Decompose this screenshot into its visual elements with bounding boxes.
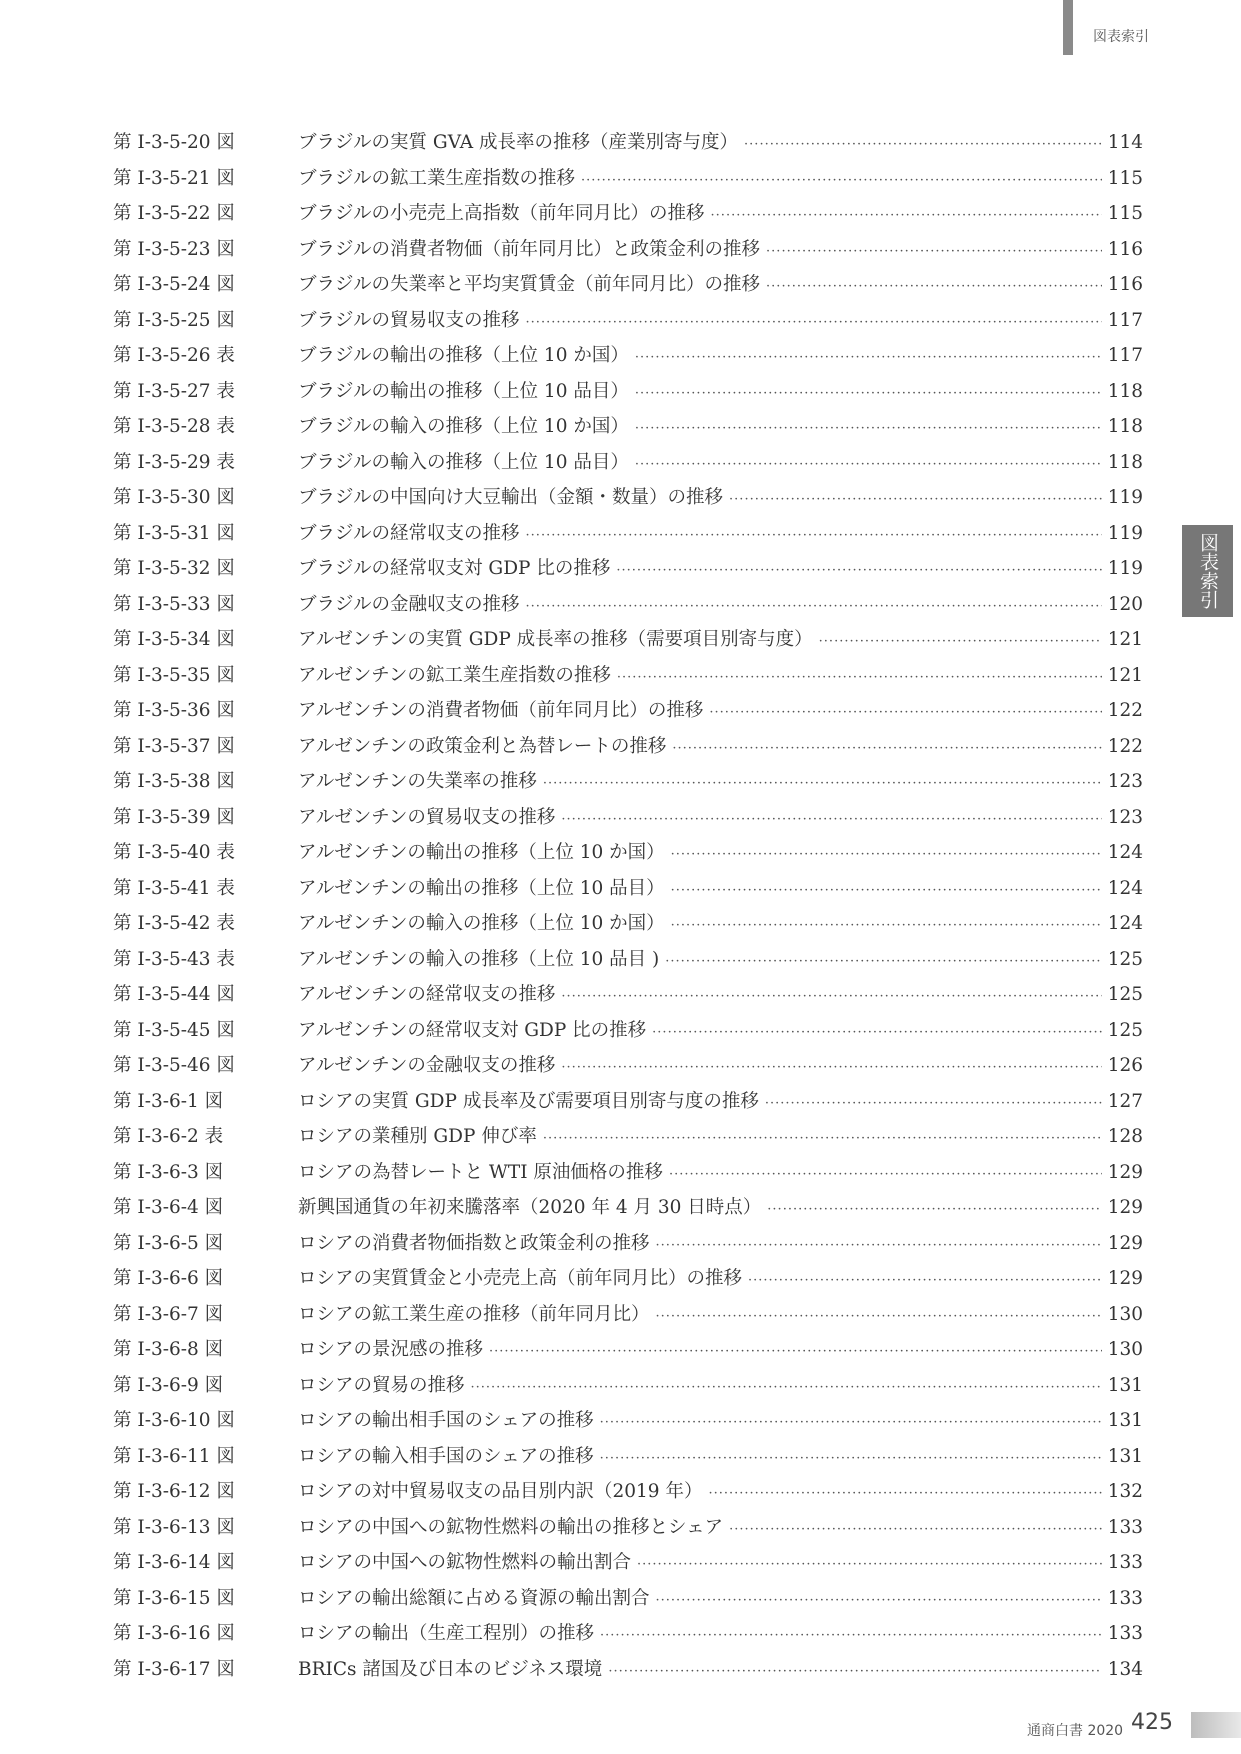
index-entry-page: 132: [1107, 1481, 1143, 1502]
index-entry-title: ブラジルの経常収支の推移: [298, 522, 520, 544]
index-entry-page: 124: [1107, 842, 1143, 863]
index-entry-page: 122: [1107, 735, 1143, 757]
index-entry-title: ロシアの景況感の推移: [298, 1339, 484, 1360]
index-entry-page: 133: [1107, 1587, 1143, 1609]
index-entry-leader-dots: [471, 1380, 1102, 1395]
index-entry-code: 第 I-3-6-11 図: [113, 1445, 235, 1467]
index-entry-leader-dots: [526, 599, 1102, 614]
index-entry-title: ブラジルの輸入の推移（上位 10 か国）: [298, 416, 629, 437]
index-entry-leader-dots: [561, 989, 1101, 1004]
index-entry-title: ブラジルの貿易収支の推移: [298, 309, 520, 331]
index-entry-leader-dots: [608, 1664, 1101, 1679]
index-entry: [113, 1158, 1143, 1194]
index-entry-title: ロシアの業種別 GDP 伸び率: [298, 1126, 537, 1147]
index-entry-title: ロシアの輸出相手国のシェアの推移: [298, 1410, 594, 1431]
index-entry: [113, 874, 1143, 910]
index-entry: [113, 341, 1143, 377]
index-entry-page: 129: [1107, 1232, 1143, 1254]
index-entry-page: 131: [1107, 1374, 1143, 1396]
index-entry-page: 117: [1107, 309, 1143, 331]
index-entry-page: 119: [1107, 487, 1143, 508]
index-entry-code: 第 I-3-6-13 図: [113, 1516, 235, 1538]
index-entry-page: 123: [1107, 771, 1143, 792]
index-entry-leader-dots: [543, 776, 1102, 791]
index-entry-leader-dots: [635, 421, 1102, 436]
index-entry-code: 第 I-3-5-22 図: [113, 203, 235, 224]
index-entry-page: 131: [1107, 1410, 1143, 1431]
index-entry-title: ブラジルの実質 GVA 成長率の推移（産業別寄与度）: [298, 132, 739, 153]
index-entry-code: 第 I-3-6-15 図: [113, 1587, 235, 1609]
index-entry: [113, 767, 1143, 803]
side-index-tab: [1182, 525, 1233, 617]
index-entry-leader-dots: [561, 812, 1101, 827]
footer-publication: 通商白書 2020: [1027, 1723, 1124, 1739]
index-entry: [113, 625, 1143, 661]
index-entry: [113, 838, 1143, 874]
index-entry: [113, 1193, 1143, 1229]
index-entry-code: 第 I-3-5-39 図: [113, 806, 235, 828]
index-entry-leader-dots: [635, 350, 1102, 365]
index-entry-title: ロシアの中国への鉱物性燃料の輸出の推移とシェア: [298, 1516, 724, 1538]
header-marker-bar: [1063, 0, 1073, 55]
index-entry-code: 第 I-3-5-21 図: [113, 167, 235, 189]
index-entry-code: 第 I-3-6-3 図: [113, 1161, 224, 1183]
footer-page-number: 425: [1131, 1710, 1173, 1735]
index-entry-code: 第 I-3-6-9 図: [113, 1374, 224, 1396]
index-entry: [113, 1584, 1143, 1620]
index-entry-code: 第 I-3-5-40 表: [113, 842, 235, 863]
index-entry: [113, 1016, 1143, 1052]
index-entry-title: ロシアの対中貿易収支の品目別内訳（2019 年）: [298, 1481, 703, 1502]
index-entry: [113, 1335, 1143, 1371]
index-entry-code: 第 I-3-6-8 図: [113, 1339, 224, 1360]
index-entry-page: 125: [1107, 948, 1143, 970]
index-entry: [113, 1548, 1143, 1584]
index-entry-code: 第 I-3-5-31 図: [113, 522, 235, 544]
index-entry-page: 119: [1107, 558, 1143, 579]
index-entry-leader-dots: [652, 1025, 1102, 1040]
index-entry-title: アルゼンチンの輸入の推移（上位 10 品目 ): [298, 948, 660, 970]
index-entry-page: 118: [1107, 416, 1143, 437]
index-entry-code: 第 I-3-6-1 図: [113, 1090, 224, 1112]
index-entry-leader-dots: [489, 1344, 1102, 1359]
index-entry-page: 131: [1107, 1445, 1143, 1467]
index-entry-code: 第 I-3-5-26 表: [113, 345, 235, 366]
index-entry-code: 第 I-3-5-20 図: [113, 132, 235, 153]
index-entry-title: アルゼンチンの経常収支対 GDP 比の推移: [298, 1019, 647, 1041]
index-entry: [113, 696, 1143, 732]
index-entry-code: 第 I-3-5-34 図: [113, 629, 235, 650]
index-entry: [113, 199, 1143, 235]
index-entry-page: 126: [1107, 1055, 1143, 1076]
index-entry-title: ブラジルの消費者物価（前年同月比）と政策金利の推移: [298, 238, 761, 260]
index-entry: [113, 448, 1143, 484]
index-entry-leader-dots: [711, 208, 1102, 223]
index-entry-page: 129: [1107, 1161, 1143, 1183]
index-entry-page: 115: [1107, 203, 1143, 224]
index-entry-leader-dots: [671, 883, 1102, 898]
index-entry-code: 第 I-3-5-35 図: [113, 664, 235, 686]
index-entry-code: 第 I-3-5-41 表: [113, 877, 235, 899]
index-entry-title: ブラジルの鉱工業生産指数の推移: [298, 167, 576, 189]
index-entry-leader-dots: [581, 173, 1102, 188]
index-entry-page: 123: [1107, 806, 1143, 828]
index-entry-page: 117: [1107, 345, 1143, 366]
index-entry-code: 第 I-3-6-6 図: [113, 1268, 224, 1289]
index-entry-page: 115: [1107, 167, 1143, 189]
index-entry-title: BRICs 諸国及び日本のビジネス環境: [298, 1658, 603, 1680]
index-entry: [113, 164, 1143, 200]
index-entry-title: アルゼンチンの貿易収支の推移: [298, 806, 556, 828]
index-entry-title: ブラジルの中国向け大豆輸出（金額・数量）の推移: [298, 487, 724, 508]
index-entry-page: 129: [1107, 1268, 1143, 1289]
index-entry-code: 第 I-3-5-23 図: [113, 238, 235, 260]
index-entry: [113, 1442, 1143, 1478]
index-entry: [113, 1051, 1143, 1087]
index-entry-page: 133: [1107, 1623, 1143, 1644]
index-entry: [113, 1619, 1143, 1655]
index-entry-page: 133: [1107, 1516, 1143, 1538]
index-entry-code: 第 I-3-6-12 図: [113, 1481, 235, 1502]
index-entry-title: ブラジルの経常収支対 GDP 比の推移: [298, 558, 611, 579]
index-entry-leader-dots: [561, 1060, 1101, 1075]
index-entry-code: 第 I-3-5-33 図: [113, 593, 235, 615]
index-entry-page: 121: [1107, 664, 1143, 686]
index-entry-leader-dots: [635, 386, 1102, 401]
index-entry-code: 第 I-3-5-28 表: [113, 416, 235, 437]
index-entry-code: 第 I-3-6-7 図: [113, 1303, 224, 1325]
index-entry-title: ロシアの貿易の推移: [298, 1374, 465, 1396]
index-entry-code: 第 I-3-5-25 図: [113, 309, 235, 331]
index-entry: [113, 1477, 1143, 1513]
index-entry-code: 第 I-3-5-46 図: [113, 1055, 235, 1076]
index-entry-leader-dots: [617, 670, 1102, 685]
index-entry-code: 第 I-3-5-38 図: [113, 771, 235, 792]
index-entry-leader-dots: [744, 137, 1102, 152]
index-entry: [113, 945, 1143, 981]
index-entry-code: 第 I-3-5-44 図: [113, 984, 235, 1005]
index-entry-page: 129: [1107, 1197, 1143, 1218]
index-entry-page: 125: [1107, 1019, 1143, 1041]
index-entry-code: 第 I-3-5-42 表: [113, 913, 235, 934]
index-entry-page: 114: [1107, 132, 1143, 153]
index-entry: [113, 306, 1143, 342]
index-entry-leader-dots: [600, 1451, 1102, 1466]
index-entry-code: 第 I-3-5-29 表: [113, 451, 235, 473]
index-entry-title: ブラジルの輸入の推移（上位 10 品目）: [298, 451, 629, 473]
index-entry: [113, 1406, 1143, 1442]
index-entry: [113, 270, 1143, 306]
index-entry-page: 119: [1107, 522, 1143, 544]
index-entry-code: 第 I-3-5-43 表: [113, 948, 235, 970]
index-entry-leader-dots: [765, 1096, 1102, 1111]
index-entry-title: ロシアの輸入相手国のシェアの推移: [298, 1445, 594, 1467]
index-entry-leader-dots: [669, 1167, 1102, 1182]
index-entry-page: 130: [1107, 1339, 1143, 1360]
index-entry-page: 124: [1107, 913, 1143, 934]
index-entry-title: アルゼンチンの失業率の推移: [298, 771, 537, 792]
index-entry: [113, 1229, 1143, 1265]
index-entry-leader-dots: [600, 1628, 1102, 1643]
index-entry-title: アルゼンチンの消費者物価（前年同月比）の推移: [298, 700, 704, 721]
index-entry-title: アルゼンチンの経常収支の推移: [298, 984, 556, 1005]
index-entry-code: 第 I-3-6-5 図: [113, 1232, 224, 1254]
index-entry-code: 第 I-3-6-16 図: [113, 1623, 235, 1644]
index-entry-title: ブラジルの小売売上高指数（前年同月比）の推移: [298, 203, 705, 224]
header-section-label: 図表索引: [1093, 29, 1149, 45]
index-entry: [113, 1371, 1143, 1407]
index-entry: [113, 590, 1143, 626]
index-entry: [113, 661, 1143, 697]
index-entry-title: ロシアの為替レートと WTI 原油価格の推移: [298, 1161, 663, 1183]
index-entry-leader-dots: [656, 1309, 1102, 1324]
index-entry-code: 第 I-3-5-27 表: [113, 380, 235, 402]
index-entry-title: アルゼンチンの実質 GDP 成長率の推移（需要項目別寄与度）: [298, 629, 813, 650]
index-entry-page: 121: [1107, 629, 1143, 650]
index-entry: [113, 980, 1143, 1016]
index-entry-leader-dots: [671, 918, 1102, 933]
index-entry-title: ブラジルの輸出の推移（上位 10 か国）: [298, 345, 629, 366]
index-entry-title: アルゼンチンの鉱工業生産指数の推移: [298, 664, 611, 686]
index-entry-code: 第 I-3-6-2 表: [113, 1126, 224, 1147]
index-entry: [113, 235, 1143, 271]
index-entry-leader-dots: [767, 1202, 1101, 1217]
index-entry-leader-dots: [635, 457, 1102, 472]
index-entry-page: 125: [1107, 984, 1143, 1005]
index-entry-code: 第 I-3-5-30 図: [113, 487, 235, 508]
side-index-tab-label: 図表索引: [1197, 533, 1219, 609]
index-entry-leader-dots: [656, 1238, 1102, 1253]
index-entry-leader-dots: [729, 1522, 1102, 1537]
index-entry: [113, 412, 1143, 448]
index-entry-title: ロシアの輸出総額に占める資源の輸出割合: [298, 1587, 650, 1609]
index-entry-leader-dots: [748, 1273, 1102, 1288]
index-entry-leader-dots: [526, 528, 1102, 543]
index-entry: [113, 1087, 1143, 1123]
index-entry-title: ブラジルの金融収支の推移: [298, 593, 520, 615]
index-entry-code: 第 I-3-6-4 図: [113, 1197, 224, 1218]
index-entry-page: 124: [1107, 877, 1143, 899]
index-entry: [113, 554, 1143, 590]
index-entry-title: ロシアの中国への鉱物性燃料の輸出割合: [298, 1552, 632, 1573]
index-entry-code: 第 I-3-6-14 図: [113, 1552, 235, 1573]
index-entry: [113, 1264, 1143, 1300]
index-entry-title: ロシアの輸出（生産工程別）の推移: [298, 1623, 595, 1644]
index-entry-leader-dots: [766, 244, 1102, 259]
index-entry-leader-dots: [766, 279, 1102, 294]
index-entry-title: アルゼンチンの輸入の推移（上位 10 か国）: [298, 913, 665, 934]
index-entry-code: 第 I-3-5-37 図: [113, 735, 235, 757]
index-entry-leader-dots: [600, 1415, 1102, 1430]
index-entry-page: 120: [1107, 593, 1143, 615]
index-entry-leader-dots: [672, 741, 1101, 756]
index-entry-leader-dots: [543, 1131, 1102, 1146]
index-entry: [113, 377, 1143, 413]
index-entry: [113, 1513, 1143, 1549]
index-entry-title: ロシアの鉱工業生産の推移（前年同月比）: [298, 1303, 650, 1325]
index-entry-leader-dots: [729, 492, 1102, 507]
index-entry-title: アルゼンチンの金融収支の推移: [298, 1055, 556, 1076]
index-entry-leader-dots: [708, 1486, 1101, 1501]
index-entry: [113, 1300, 1143, 1336]
index-entry-leader-dots: [616, 563, 1101, 578]
index-entry-page: 118: [1107, 451, 1143, 473]
index-entry: [113, 803, 1143, 839]
index-entry-title: アルゼンチンの政策金利と為替レートの推移: [298, 735, 667, 757]
index-entry-code: 第 I-3-6-17 図: [113, 1658, 235, 1680]
footer-gradient-bar: [1191, 1712, 1241, 1738]
index-entry-page: 127: [1107, 1090, 1143, 1112]
index-entry-leader-dots: [656, 1593, 1102, 1608]
index-entry-title: 新興国通貨の年初来騰落率（2020 年 4 月 30 日時点）: [298, 1197, 762, 1218]
index-entry-page: 130: [1107, 1303, 1143, 1325]
index-entry-leader-dots: [671, 847, 1102, 862]
index-entry-page: 134: [1107, 1658, 1143, 1680]
index-entry-title: アルゼンチンの輸出の推移（上位 10 品目）: [298, 877, 665, 899]
index-entry-page: 116: [1107, 238, 1143, 260]
index-entry-page: 118: [1107, 380, 1143, 402]
index-entry-leader-dots: [819, 634, 1102, 649]
index-entry: [113, 732, 1143, 768]
index-entry-page: 128: [1107, 1126, 1143, 1147]
index-entry-title: ロシアの消費者物価指数と政策金利の推移: [298, 1232, 650, 1254]
index-entry: [113, 1655, 1143, 1691]
index-entry: [113, 1122, 1143, 1158]
index-entry-title: ブラジルの輸出の推移（上位 10 品目）: [298, 380, 629, 402]
index-entry: [113, 909, 1143, 945]
index-entry-leader-dots: [665, 954, 1101, 969]
index-entry-leader-dots: [526, 315, 1102, 330]
index-entry: [113, 483, 1143, 519]
index-entry-title: ブラジルの失業率と平均実質賃金（前年同月比）の推移: [298, 274, 761, 295]
index-entry-leader-dots: [637, 1557, 1102, 1572]
index-entry-code: 第 I-3-5-24 図: [113, 274, 235, 295]
index-entry-title: アルゼンチンの輸出の推移（上位 10 か国）: [298, 842, 665, 863]
index-entry-code: 第 I-3-6-10 図: [113, 1410, 235, 1431]
index-entry-code: 第 I-3-5-32 図: [113, 558, 235, 579]
index-entry-title: ロシアの実質賃金と小売売上高（前年同月比）の推移: [298, 1268, 743, 1289]
index-entry: [113, 519, 1143, 555]
index-entry-page: 116: [1107, 274, 1143, 295]
index-entry-leader-dots: [709, 705, 1101, 720]
figure-index-list: [113, 128, 1143, 1690]
index-entry-title: ロシアの実質 GDP 成長率及び需要項目別寄与度の推移: [298, 1090, 759, 1112]
index-entry-code: 第 I-3-5-36 図: [113, 700, 235, 721]
index-entry: [113, 128, 1143, 164]
index-entry-page: 133: [1107, 1552, 1143, 1573]
index-entry-code: 第 I-3-5-45 図: [113, 1019, 235, 1041]
index-entry-page: 122: [1107, 700, 1143, 721]
